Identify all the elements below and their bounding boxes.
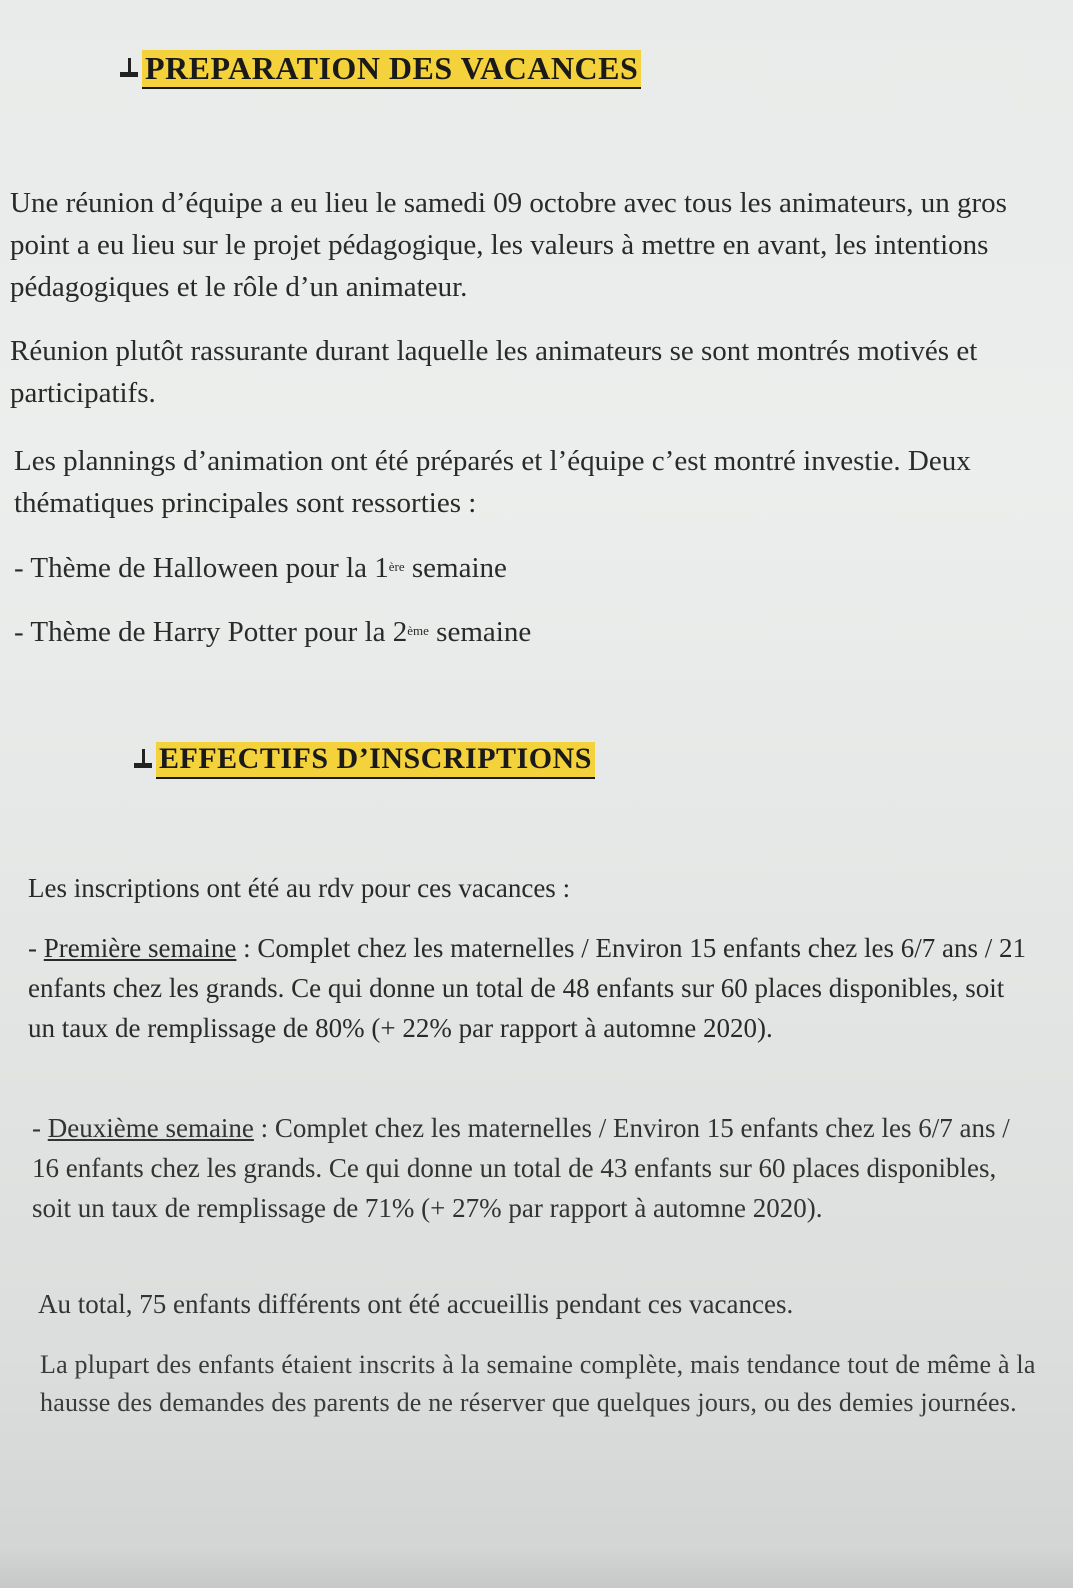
paragraph-reunion: Une réunion d’équipe a eu lieu le samedi 09 octobre avec tous les animateurs, un gros point a eu lieu sur le projet pédagogique, les valeurs à mettre en avant, les intentions pédagogiques et le rôle d’un animateur. bbox=[10, 187, 1007, 303]
week-label: Première semaine bbox=[43, 933, 237, 963]
section-heading-effectifs bbox=[132, 742, 595, 779]
theme-item-harry-potter: - Thème de Harry Potter pour la 2ème semaine bbox=[14, 616, 532, 648]
section-heading-preparation bbox=[118, 50, 641, 89]
arrow-down-bullet-icon bbox=[118, 58, 140, 80]
section-title: PREPARATION DES VACANCES bbox=[142, 50, 641, 89]
week-item-first: - Première semaine : Complet chez les maternelles / Environ 15 enfants chez les 6/7 ans / 21 enfants chez les grands. Ce qui donne un total de 48 enfants sur 60 places disponibles, soit un taux de remplissage de 80% (+ 22% par rapport à automne 2020). bbox=[28, 933, 1026, 1043]
theme-item-halloween: - Thème de Halloween pour la 1ère semaine bbox=[14, 552, 507, 584]
paragraph-plannings: Les plannings d’animation ont été préparés et l’équipe c’est montré investie. Deux thématiques principales sont ressorties : bbox=[14, 445, 971, 519]
arrow-down-bullet-icon bbox=[132, 749, 154, 771]
week-label: Deuxième semaine bbox=[47, 1113, 254, 1143]
paragraph-closing: La plupart des enfants étaient inscrits à la semaine complète, mais tendance tout de même à la hausse des demandes des parents de ne réserver que quelques jours, ou des demies journées. bbox=[40, 1350, 1036, 1417]
section-title: EFFECTIFS D’INSCRIPTIONS bbox=[156, 742, 595, 779]
week-item-second: - Deuxième semaine : Complet chez les maternelles / Environ 15 enfants chez les 6/7 ans / 16 enfants chez les grands. Ce qui donne un total de 43 enfants sur 60 places disponibles, soit un taux de remplissage de 71% (+ 27% par rapport à automne 2020). bbox=[32, 1113, 1010, 1223]
paragraph-inscriptions-intro: Les inscriptions ont été au rdv pour ces vacances : bbox=[28, 873, 571, 903]
paragraph-rassurante: Réunion plutôt rassurante durant laquelle les animateurs se sont montrés motivés et participatifs. bbox=[10, 335, 978, 409]
page-edge-shadow bbox=[0, 1548, 1073, 1588]
paragraph-total: Au total, 75 enfants différents ont été accueillis pendant ces vacances. bbox=[38, 1289, 794, 1319]
